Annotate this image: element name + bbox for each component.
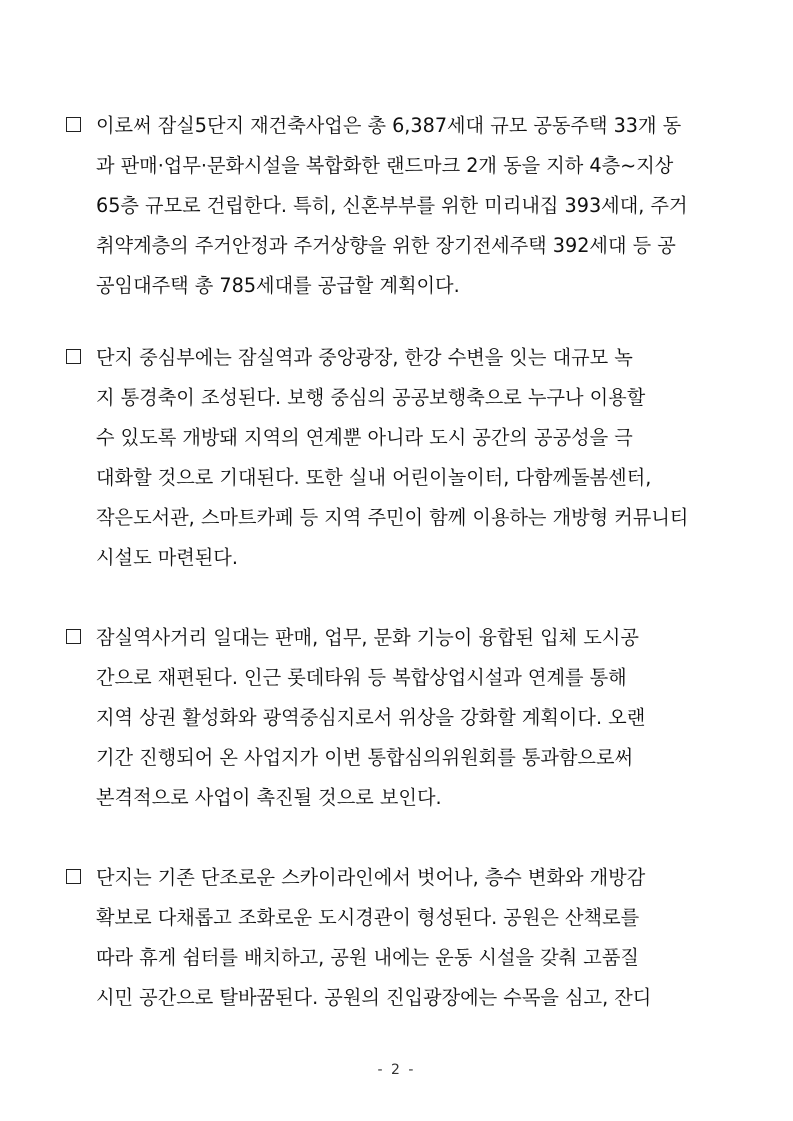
page-number: - 2 - bbox=[377, 1062, 416, 1078]
paragraph-line: 기간 진행되어 온 사업지가 이번 통합심의위원회를 통과함으로써 bbox=[96, 746, 634, 769]
paragraph-line: 잠실역사거리 일대는 판매, 업무, 문화 기능이 융합된 입체 도시공 bbox=[96, 626, 639, 649]
checkbox-bullet-icon bbox=[66, 629, 81, 644]
paragraph-line: 따라 휴게 쉼터를 배치하고, 공원 내에는 운동 시설을 갖춰 고품질 bbox=[96, 946, 639, 969]
paragraph-line: 대화할 것으로 기대된다. 또한 실내 어린이놀이터, 다함께돌봄센터, bbox=[96, 466, 652, 489]
paragraph-line: 본격적으로 사업이 촉진될 것으로 보인다. bbox=[96, 786, 442, 809]
paragraph-line: 이로써 잠실5단지 재건축사업은 총 6,387세대 규모 공동주택 33개 동 bbox=[96, 114, 682, 137]
paragraph-line: 공임대주택 총 785세대를 공급할 계획이다. bbox=[96, 274, 460, 297]
checkbox-bullet-icon bbox=[66, 869, 81, 884]
checkbox-bullet-icon bbox=[66, 117, 81, 132]
paragraph-line: 과 판매·업무·문화시설을 복합화한 랜드마크 2개 동을 지하 4층~지상 bbox=[96, 154, 674, 177]
paragraph-line: 수 있도록 개방돼 지역의 연계뿐 아니라 도시 공간의 공공성을 극 bbox=[96, 426, 633, 449]
paragraph-line: 지 통경축이 조성된다. 보행 중심의 공공보행축으로 누구나 이용할 bbox=[96, 386, 646, 409]
paragraph-line: 작은도서관, 스마트카페 등 지역 주민이 함께 이용하는 개방형 커뮤니티 bbox=[96, 506, 689, 529]
paragraph-line: 시설도 마련된다. bbox=[96, 546, 238, 569]
paragraph-line: 시민 공간으로 탈바꿈된다. 공원의 진입광장에는 수목을 심고, 잔디 bbox=[96, 986, 652, 1009]
paragraph-line: 확보로 다채롭고 조화로운 도시경관이 형성된다. 공원은 산책로를 bbox=[96, 906, 640, 929]
paragraph-line: 단지는 기존 단조로운 스카이라인에서 벗어나, 층수 변화와 개방감 bbox=[96, 866, 646, 889]
checkbox-bullet-icon bbox=[66, 349, 81, 364]
paragraph-line: 단지 중심부에는 잠실역과 중앙광장, 한강 수변을 잇는 대규모 녹 bbox=[96, 346, 633, 369]
paragraph-line: 간으로 재편된다. 인근 롯데타워 등 복합상업시설과 연계를 통해 bbox=[96, 666, 627, 689]
paragraph-line: 취약계층의 주거안정과 주거상향을 위한 장기전세주택 392세대 등 공 bbox=[96, 234, 676, 257]
paragraph-line: 65층 규모로 건립한다. 특히, 신혼부부를 위한 미리내집 393세대, 주거 bbox=[96, 194, 688, 217]
paragraph-line: 지역 상권 활성화와 광역중심지로서 위상을 강화할 계획이다. 오랜 bbox=[96, 706, 646, 729]
